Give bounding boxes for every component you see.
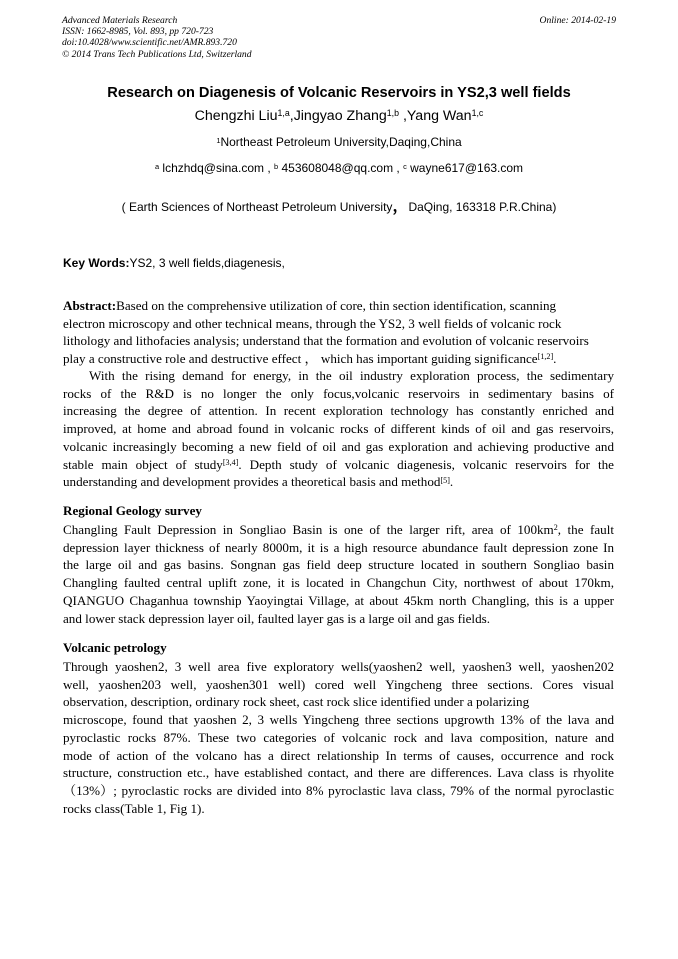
- intro-text: stable main object of study: [63, 456, 223, 472]
- intro-line: improved, at home and abroad found in volcanic rocks of different kinds of oil and gas reservoirs,: [63, 421, 614, 437]
- author-sup: 1,a: [277, 108, 290, 119]
- abstract: [63, 297, 614, 368]
- author-sep: ,: [399, 108, 407, 124]
- intro-text: .: [449, 474, 454, 490]
- superscript: 2: [553, 523, 558, 533]
- section-heading: Volcanic petrology: [63, 640, 167, 655]
- institution: [0, 193, 678, 216]
- section-text: Changling Fault Depression in Songliao Basin is one of the larger rift, area of 100km: [63, 522, 554, 537]
- online-date: Online: 2014-02-19: [539, 15, 616, 26]
- email-list: [0, 161, 678, 175]
- section-line: observation, description, ordinary rock sheet, cast rock slice identified under a polarizing: [63, 694, 530, 710]
- keywords-label: Key Words:: [63, 256, 130, 270]
- section-line: the large oil and gas basins. Songnan gas field deep structure located in southern Songliao basin: [63, 557, 614, 573]
- citation: [3,4]: [222, 457, 239, 467]
- institution-city: DaQing, 163318 P.R.China): [408, 200, 557, 214]
- email-sup: a: [154, 161, 160, 171]
- section-regional-geology: [63, 521, 614, 627]
- intro-line: With the rising demand for energy, in the oil industry exploration process, the sedimentary: [89, 368, 614, 383]
- doi-line: doi:10.4028/www.scientific.net/AMR.893.720: [62, 37, 237, 49]
- abstract-line: lithology and lithofacies analysis; understand that the formation and evolution of volcanic reservoirs: [63, 333, 589, 349]
- section-line: [63, 521, 614, 539]
- author-list: [0, 108, 678, 124]
- author-sep: ,: [289, 108, 294, 124]
- copyright-line: © 2014 Trans Tech Publications Ltd, Switzerland: [62, 48, 252, 60]
- section-line: Changling faulted central uplift zone, it is located in Changchun City, northwest of about 170km,: [63, 575, 614, 591]
- period: .: [553, 351, 557, 367]
- section-line: rocks class(Table 1, Fig 1).: [63, 800, 205, 816]
- section-heading: Regional Geology survey: [63, 503, 202, 518]
- introduction: [63, 367, 614, 491]
- section-line: microscope, found that yaoshen 2, 3 wells Yingcheng three sections upgrowth 13% of the lava and: [63, 712, 614, 728]
- abstract-line: [63, 297, 614, 315]
- intro-line: increasing the degree of attention. In recent exploration technology has constantly enriched and: [63, 403, 614, 419]
- affiliation-sup: 1: [216, 135, 221, 145]
- citation: [1,2]: [537, 352, 554, 362]
- affiliation: [0, 135, 678, 149]
- intro-text: understanding and development provides a theoretical basis and method: [63, 474, 441, 490]
- journal-name: Advanced Materials Research: [62, 15, 178, 26]
- author-name: Yang Wan: [406, 108, 472, 124]
- section-line: mode of action of the volcano has a direct relationship In terms of causes, occurrence and rock: [63, 747, 614, 763]
- abstract-line: [63, 350, 614, 368]
- author-sup: 1,c: [471, 108, 484, 119]
- section-line: pyroclastic rocks 87%. These two categories of volcanic rock and lava composition, nature and: [63, 729, 614, 745]
- section-line: Through yaoshen2, 3 well area five exploratory wells(yaoshen2 well, yaoshen3 well, yaoshen202: [63, 659, 614, 674]
- intro-line: [63, 456, 614, 474]
- section-line: QIANGUO Chaganhua township Yaoyingtai Village, at about 45km north Changling, this is a upper: [63, 592, 614, 608]
- abstract-text: Based on the comprehensive utilization of core, thin section identification, scanning: [116, 298, 557, 313]
- section-line: well, yaoshen203 well, yaoshen301 well) cored well Yingcheng three sections. Cores visual: [63, 676, 614, 692]
- author-name: Chengzhi Liu: [194, 108, 278, 124]
- institution-comma: ，: [392, 198, 409, 215]
- author-name: Jingyao Zhang: [293, 108, 387, 124]
- intro-text: . Depth study of volcanic diagenesis, volcanic reservoirs for the: [238, 456, 614, 472]
- abstract-text: play a constructive role and destructive effect ， which has important guiding significance: [63, 351, 538, 367]
- email-sup: c: [403, 161, 407, 171]
- section-line: depression layer thickness of nearly 8000m, it is a high resource abundance fault depression zone In: [63, 539, 614, 555]
- paper-title: Research on Diagenesis of Volcanic Reservoirs in YS2,3 well fields: [107, 85, 571, 101]
- email-address: 453608048@qq.com ,: [281, 161, 404, 175]
- section-line: and lower stack depression layer oil, faulted layer gas is a large oil and gas fields.: [63, 610, 490, 626]
- section-text: , the fault: [557, 522, 614, 537]
- email-sup: b: [273, 161, 279, 171]
- journal-header: [62, 15, 252, 60]
- keywords: [63, 256, 285, 270]
- citation: [5]: [440, 475, 450, 485]
- section-line: （13%）; pyroclastic rocks are divided into 8% pyroclastic lava class, 79% of the normal pyroclastic: [63, 782, 614, 798]
- email-address: lchzhdq@sina.com ,: [162, 161, 274, 175]
- section-line: structure, construction etc., have established contact, and there are differences. Lava class is rhyolite: [63, 765, 614, 781]
- email-address: wayne617@163.com: [410, 161, 524, 175]
- intro-line: [63, 473, 614, 491]
- intro-line: volcanic increasingly becoming a new field of oil and gas exploration and achieving productive and: [63, 438, 614, 454]
- intro-line: rocks of the R&D is no longer the only focus,volcanic reservoirs in sedimentary basins of: [63, 385, 614, 401]
- abstract-line: electron microscopy and other technical means, through the YS2, 3 well fields of volcanic rock: [63, 315, 562, 331]
- section-volcanic-petrology: [63, 658, 614, 817]
- author-sup: 1,b: [386, 108, 399, 119]
- keywords-text: YS2, 3 well fields,diagenesis,: [129, 256, 285, 270]
- abstract-label: Abstract:: [63, 298, 117, 313]
- institution-name: ( Earth Sciences of Northeast Petroleum University: [121, 200, 393, 214]
- affiliation-text: Northeast Petroleum University,Daqing,China: [220, 135, 462, 149]
- issn-line: ISSN: 1662-8985, Vol. 893, pp 720-723: [62, 26, 214, 38]
